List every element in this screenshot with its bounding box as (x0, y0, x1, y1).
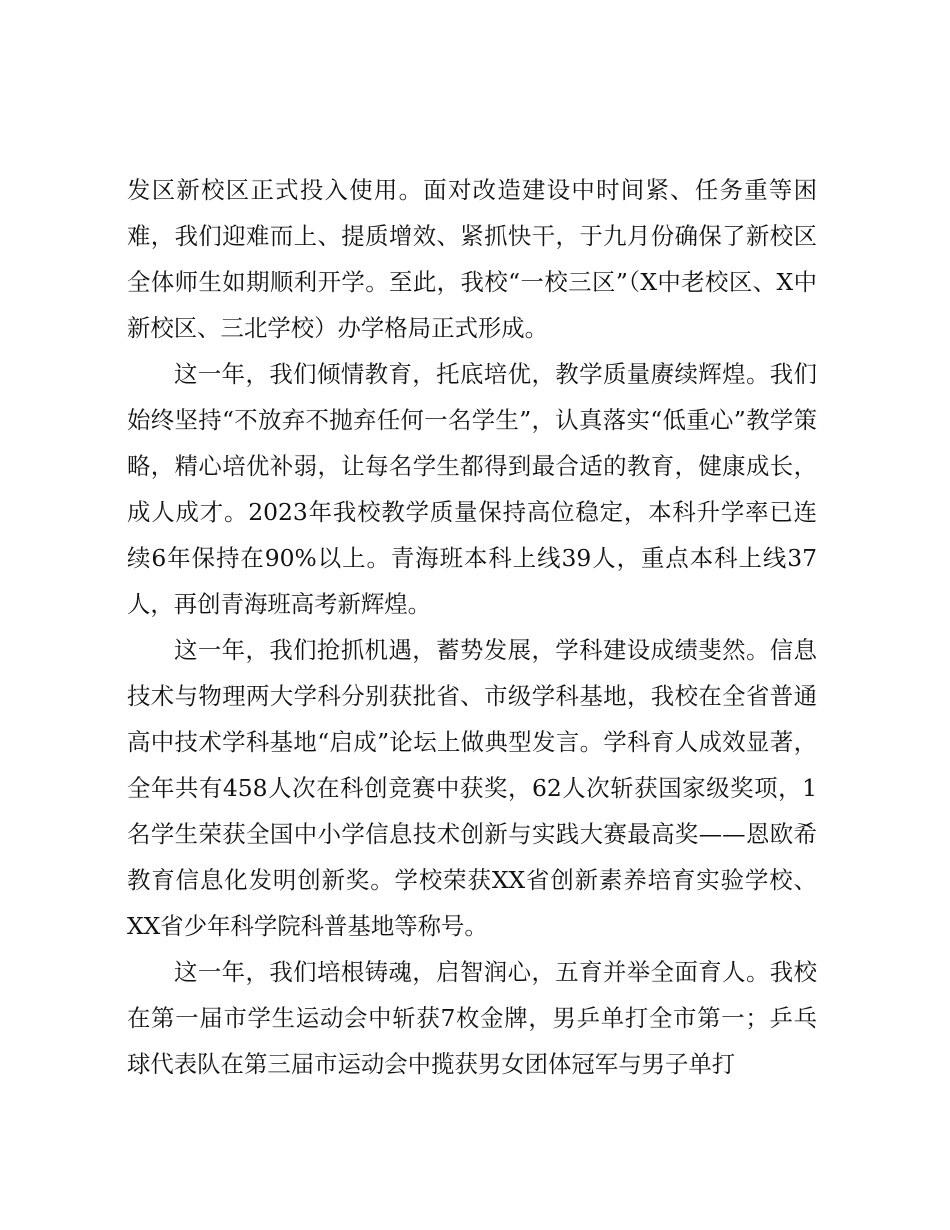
paragraph-holistic-education: 这一年，我们培根铸魂，启智润心，五育并举全面育人。我校在第一届市学生运动会中斩获7枚金牌，男乒单打全市第一；乒乓球代表队在第三届市运动会中揽获男女团体冠军与男子单打 (127, 958, 817, 1078)
paragraph-campus: 发区新校区正式投入使用。面对改造建设中时间紧、任务重等困难，我们迎难而上、提质增效、紧抓快干，于九月份确保了新校区全体师生如期顺利开学。至此，我校“一校三区”（X中老校区、X中新校区、三北学校）办学格局正式形成。 (127, 176, 817, 342)
paragraph-discipline-building: 这一年，我们抢抓机遇，蓄势发展，学科建设成绩斐然。信息技术与物理两大学科分别获批省、市级学科基地，我校在全省普通高中技术学科基地“启成”论坛上做典型发言。学科育人成效显著，全年共有458人次在科创竞赛中获奖，62人次斩获国家级奖项，1名学生荣获全国中小学信息技术创新与实践大赛最高奖——恩欧希教育信息化发明创新奖。学校荣获XX省创新素养培育实验学校、XX省少年科学院科普基地等称号。 (127, 636, 817, 940)
paragraph-teaching-quality: 这一年，我们倾情教育，托底培优，教学质量赓续辉煌。我们始终坚持“不放弃不抛弃任何一名学生”，认真落实“低重心”教学策略，精心培优补弱，让每名学生都得到最合适的教育，健康成长，成人成才。2023年我校教学质量保持高位稳定，本科升学率已连续6年保持在90%以上。青海班本科上线39人，重点本科上线37人，再创青海班高考新辉煌。 (127, 360, 817, 618)
document-body (127, 167, 817, 1087)
